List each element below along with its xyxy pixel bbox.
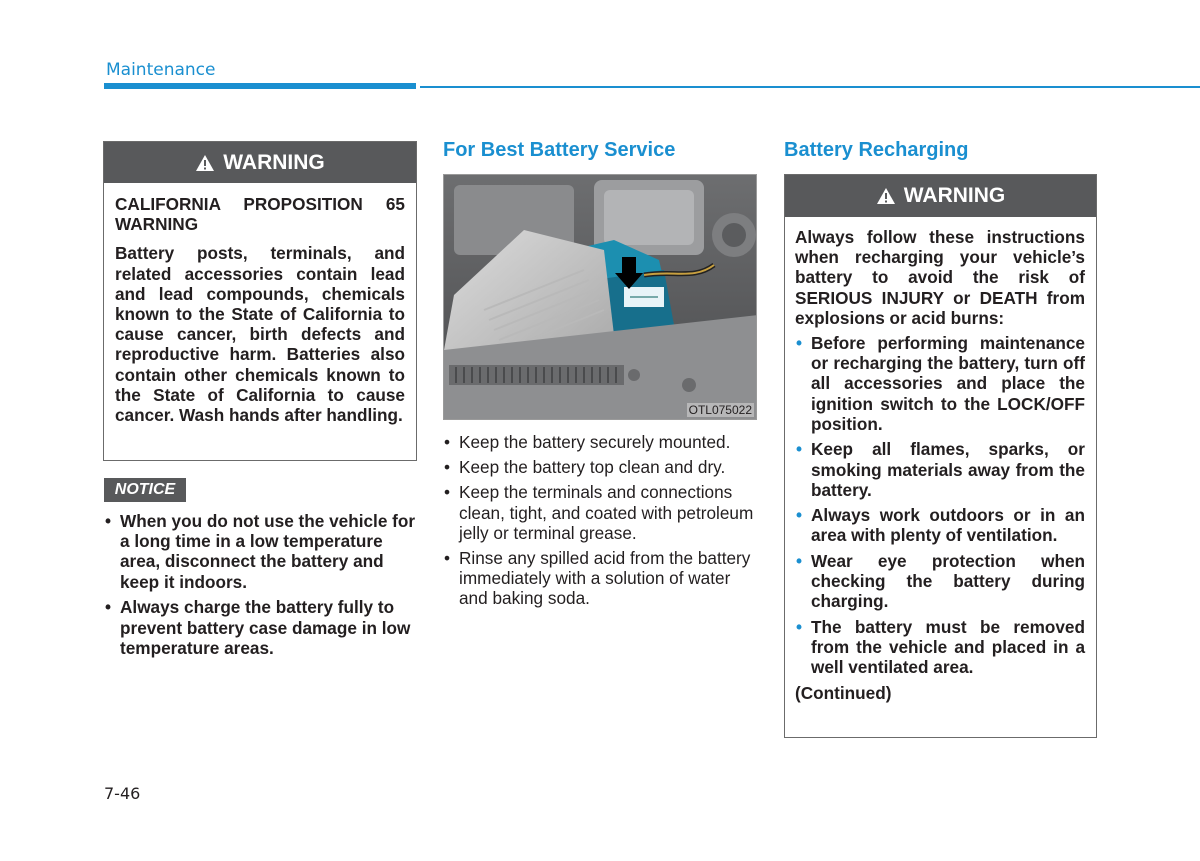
recharging-warning-box [784, 174, 1097, 738]
warning-header [104, 142, 416, 183]
recharging-list [795, 333, 1085, 677]
warning-intro: Always follow these instructions when recharging your vehicle’s battery to avoid the risk of SERIOUS INJURY or DEATH from explosions or acid burns: [795, 227, 1085, 328]
notice-list [104, 511, 417, 663]
warning-header [785, 175, 1096, 217]
list-item [795, 505, 1085, 545]
list-item-text: • Before performing maintenance or recharging the battery, turn off all accessories and place the ignition switch to the LOCK/OFF position. [811, 333, 1085, 434]
figure-caption: OTL075022 [688, 403, 752, 417]
battery-figure [443, 174, 757, 420]
continued-label: (Continued) [795, 682, 892, 703]
warning-triangle-icon [876, 187, 896, 205]
list-item: • Rinse any spilled acid from the battery immediately with a solution of water and baking soda. [443, 548, 757, 609]
list-item: • Always charge the battery fully to prevent battery case damage in low temperature areas. [104, 597, 417, 658]
recharging-heading: Battery Recharging [784, 139, 969, 161]
list-item: • Keep the battery top clean and dry. [443, 457, 757, 477]
list-item [795, 617, 1085, 678]
list-item-text: • Always work outdoors or in an area with plenty of ventilation. [811, 505, 1085, 546]
list-item [795, 439, 1085, 500]
best-service-heading: For Best Battery Service [443, 139, 676, 161]
prop65-warning-box [103, 141, 417, 461]
warning-heading: CALIFORNIA PROPOSITION 65 WARNING [115, 194, 405, 235]
list-item [795, 333, 1085, 434]
list-item [795, 551, 1085, 612]
engine-bay-illustration [444, 175, 757, 420]
page-number: 7-46 [104, 784, 141, 803]
warning-title: WARNING [903, 184, 1006, 207]
warning-triangle-icon [195, 154, 215, 172]
list-item-text: • Keep all flames, sparks, or smoking materials away from the battery. [811, 439, 1085, 500]
warning-text: Battery posts, terminals, and related accessories contain lead and lead compounds, chemicals known to the State of California to cause cancer, birth defects and reproductive harm. Batteries also contain other chemicals known to the State of California to cause cancer. Wash hands after handling. [115, 243, 405, 426]
best-service-list [443, 432, 757, 614]
list-item: • Keep the terminals and connections clean, tight, and coated with petroleum jelly or terminal grease. [443, 482, 757, 543]
list-item: • Keep the battery securely mounted. [443, 432, 757, 452]
warning-title: WARNING [223, 150, 325, 174]
notice-tag: NOTICE [104, 478, 186, 502]
list-item-text: • Wear eye protection when checking the battery during charging. [811, 550, 1085, 612]
header-rule-thick [104, 83, 416, 89]
list-item-text: • The battery must be removed from the vehicle and placed in a well ventilated area. [811, 616, 1085, 678]
section-title: Maintenance [106, 60, 216, 80]
header-rule-thin [420, 86, 1200, 88]
list-item: • When you do not use the vehicle for a long time in a low temperature area, disconnect the battery and keep it indoors. [104, 511, 417, 592]
